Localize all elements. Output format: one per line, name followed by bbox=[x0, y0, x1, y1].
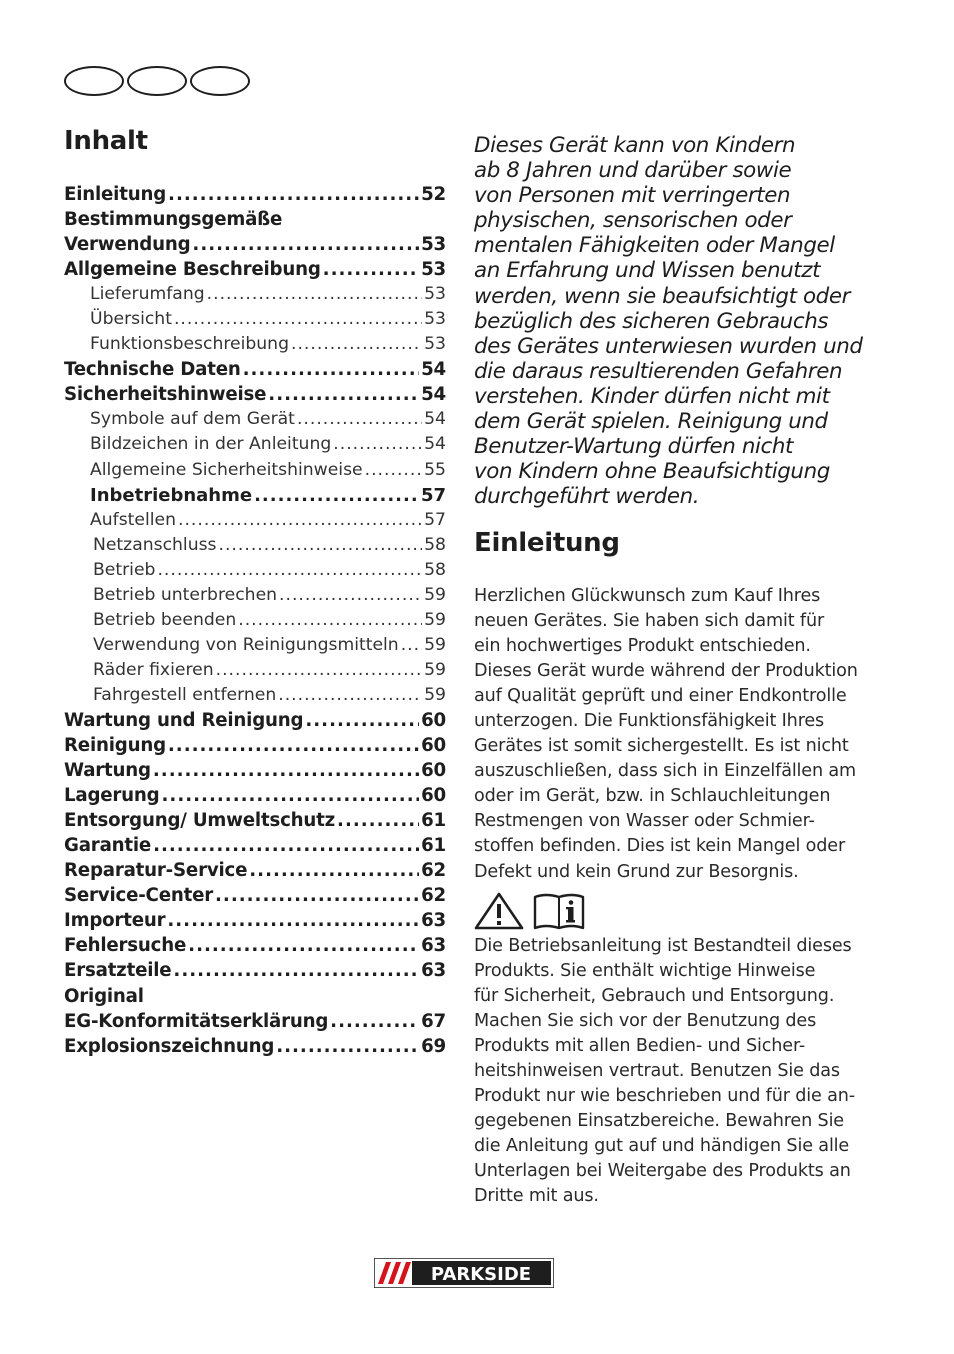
paragraph-line: gegebenen Einsatzbereiche. Bewahren Sie bbox=[474, 1111, 844, 1132]
toc-entry bbox=[64, 357, 446, 382]
toc-entry bbox=[64, 583, 446, 608]
paragraph-line: Produkt nur wie beschrieben und für die an- bbox=[474, 1086, 855, 1107]
toc-leader-dots bbox=[153, 833, 419, 858]
paragraph-line: Restmengen von Wasser oder Schmier- bbox=[474, 811, 815, 832]
toc-entry-label: Original bbox=[64, 985, 144, 1007]
toc-entry-page: 59 bbox=[424, 609, 446, 630]
toc-entry-page: 52 bbox=[421, 184, 446, 205]
toc-entry-page: 53 bbox=[421, 259, 446, 281]
toc-leader-dots bbox=[337, 808, 419, 833]
toc-entry bbox=[64, 458, 446, 483]
toc-entry-page: 59 bbox=[424, 584, 446, 605]
toc-entry-label: Räder fixieren bbox=[93, 659, 214, 680]
toc-entry-label: Ersatzteile bbox=[64, 960, 172, 982]
toc-entry bbox=[64, 533, 446, 558]
toc-leader-dots bbox=[279, 583, 422, 608]
toc-entry bbox=[64, 332, 446, 357]
toc-entry bbox=[64, 483, 446, 508]
toc-entry-page: 53 bbox=[424, 309, 446, 330]
toc-entry bbox=[64, 808, 446, 833]
toc-leader-dots bbox=[216, 658, 423, 683]
intro-line: Benutzer-Wartung dürfen nicht bbox=[474, 434, 794, 460]
toc-entry-page: 60 bbox=[421, 709, 446, 731]
language-oval-2 bbox=[127, 66, 187, 96]
hint-icons bbox=[474, 892, 594, 932]
toc-entry-page: 57 bbox=[420, 484, 446, 506]
toc-entry-label: Betrieb unterbrechen bbox=[93, 584, 278, 605]
toc-entry-label: Symbole auf dem Gerät bbox=[90, 409, 295, 430]
toc-entry bbox=[64, 432, 446, 457]
toc-entry-label: Netzanschluss bbox=[93, 534, 217, 555]
intro-line: von Personen mit verringerten bbox=[474, 183, 791, 209]
paragraph-line: neuen Gerätes. Sie haben sich damit für bbox=[474, 611, 825, 632]
paragraph-line: Gerätes ist somit sichergestellt. Es ist nicht bbox=[474, 736, 849, 757]
paragraph-line: heitshinweisen vertraut. Benutzen Sie das bbox=[474, 1061, 840, 1082]
toc-entry-page: 55 bbox=[424, 459, 446, 480]
brand-wordmark: PARKSIDE bbox=[430, 1264, 532, 1285]
toc-entry-label: Wartung bbox=[64, 760, 151, 782]
einleitung-heading: Einleitung bbox=[474, 528, 620, 558]
intro-line: mentalen Fähigkeiten oder Mangel bbox=[474, 233, 835, 259]
toc-entry bbox=[64, 307, 446, 332]
toc-leader-dots bbox=[238, 608, 422, 633]
einleitung-paragraph bbox=[474, 584, 874, 885]
toc-entry bbox=[64, 1009, 446, 1034]
toc-entry bbox=[64, 758, 446, 783]
toc-leader-dots bbox=[157, 558, 422, 583]
toc-entry-page: 61 bbox=[421, 810, 446, 832]
toc-entry-label: Allgemeine Beschreibung bbox=[64, 259, 321, 281]
toc-entry bbox=[64, 633, 446, 658]
toc-entry bbox=[64, 182, 446, 207]
toc-leader-dots bbox=[173, 958, 419, 983]
toc-entry-page: 54 bbox=[424, 409, 446, 430]
toc-entry bbox=[64, 508, 446, 533]
toc-entry-label: Service-Center bbox=[64, 885, 213, 907]
toc-heading: Inhalt bbox=[64, 126, 148, 156]
toc-entry-page: 60 bbox=[421, 760, 446, 782]
paragraph-line: auf Qualität geprüft und einer Endkontrolle bbox=[474, 686, 847, 707]
paragraph-line: Unterlagen bei Weitergabe des Produkts an bbox=[474, 1161, 851, 1182]
intro-line: bezüglich des sicheren Gebrauchs bbox=[474, 308, 829, 334]
toc-entry-page: 59 bbox=[424, 684, 446, 705]
toc-entry bbox=[64, 232, 446, 257]
paragraph-line: Produkts mit allen Bedien- und Sicher- bbox=[474, 1036, 806, 1057]
toc-leader-dots bbox=[168, 182, 419, 207]
toc-entry-page: 59 bbox=[424, 634, 446, 655]
paragraph-line: für Sicherheit, Gebrauch und Entsorgung. bbox=[474, 986, 835, 1007]
toc-leader-dots bbox=[162, 783, 420, 808]
toc-entry-label: Betrieb bbox=[93, 559, 156, 580]
toc-entry bbox=[64, 708, 446, 733]
toc-entry-label: Verwendung von Reinigungsmitteln bbox=[93, 634, 399, 655]
toc-leader-dots bbox=[178, 508, 422, 533]
toc-leader-dots bbox=[268, 382, 419, 407]
toc-leader-dots bbox=[365, 458, 423, 483]
toc-entry bbox=[64, 833, 446, 858]
toc-entry bbox=[64, 207, 446, 232]
toc-entry-label: Importeur bbox=[64, 910, 166, 932]
toc-leader-dots bbox=[174, 307, 422, 332]
toc-entry bbox=[64, 933, 446, 958]
toc-leader-dots bbox=[323, 257, 419, 282]
toc-entry-label: Sicherheitshinweise bbox=[64, 384, 267, 406]
toc-leader-dots bbox=[254, 483, 419, 508]
toc-entry-label: Entsorgung/ Umweltschutz bbox=[64, 810, 336, 832]
toc-leader-dots bbox=[305, 708, 419, 733]
toc-entry bbox=[64, 407, 446, 432]
toc-entry-page: 57 bbox=[424, 509, 446, 530]
toc-entry bbox=[64, 908, 446, 933]
toc-entry-page: 58 bbox=[424, 559, 446, 580]
toc-leader-dots bbox=[167, 908, 419, 933]
toc-leader-dots bbox=[276, 1034, 419, 1059]
manual-book-icon bbox=[532, 892, 586, 930]
toc-entry-label: Lieferumfang bbox=[90, 284, 205, 305]
toc-entry-label: Reparatur-Service bbox=[64, 860, 248, 882]
toc-entry-label: Reinigung bbox=[64, 735, 166, 757]
toc-leader-dots bbox=[168, 733, 419, 758]
intro-line: physischen, sensorischen oder bbox=[474, 208, 792, 234]
toc-entry-label: Fehlersuche bbox=[64, 935, 187, 957]
toc-entry-page: 54 bbox=[421, 384, 446, 406]
toc-entry-label: Bestimmungsgemäße bbox=[64, 209, 283, 231]
toc-entry-page: 60 bbox=[421, 735, 446, 757]
toc-entry-page: 53 bbox=[424, 334, 446, 355]
toc-entry-label: Funktionsbeschreibung bbox=[90, 334, 289, 355]
toc-entry-label: EG-Konformitätserklärung bbox=[64, 1010, 329, 1032]
toc-leader-dots bbox=[249, 858, 419, 883]
toc-entry-label: Übersicht bbox=[90, 309, 172, 330]
toc-entry-page: 58 bbox=[424, 534, 446, 555]
intro-line: die daraus resultierenden Gefahren bbox=[474, 358, 843, 384]
toc-entry-label: Wartung und Reinigung bbox=[64, 709, 304, 731]
language-oval-3 bbox=[190, 66, 250, 96]
paragraph-line: Herzlichen Glückwunsch zum Kauf Ihres bbox=[474, 586, 821, 606]
toc-entry-page: 62 bbox=[421, 860, 446, 882]
toc-entry-page: 67 bbox=[421, 1010, 446, 1032]
toc-entry-page: 59 bbox=[424, 659, 446, 680]
toc-leader-dots bbox=[153, 758, 419, 783]
toc-leader-dots bbox=[243, 357, 419, 382]
toc-entry-label: Einleitung bbox=[64, 184, 167, 205]
toc-entry-label: Fahrgestell entfernen bbox=[93, 684, 277, 705]
paragraph-line: Die Betriebsanleitung ist Bestandteil dieses bbox=[474, 936, 852, 956]
intro-line: an Erfahrung und Wissen benutzt bbox=[474, 258, 821, 284]
toc-entry-label: Betrieb beenden bbox=[93, 609, 237, 630]
toc-entry bbox=[64, 984, 446, 1009]
manual-paragraph bbox=[474, 934, 874, 1210]
toc-leader-dots bbox=[219, 533, 423, 558]
toc-entry-page: 53 bbox=[424, 284, 446, 305]
toc-entry bbox=[64, 683, 446, 708]
toc-entry-label: Verwendung bbox=[64, 234, 191, 256]
intro-line: Dieses Gerät kann von Kindern bbox=[474, 133, 796, 158]
toc-entry bbox=[64, 608, 446, 633]
toc-entry bbox=[64, 733, 446, 758]
toc-entry-page: 63 bbox=[421, 960, 446, 982]
toc-entry bbox=[64, 282, 446, 307]
paragraph-line: auszuschließen, dass sich in Einzelfällen am bbox=[474, 761, 857, 782]
toc-leader-dots bbox=[278, 683, 422, 708]
toc-entry-label: Garantie bbox=[64, 835, 152, 857]
toc-entry-page: 63 bbox=[421, 935, 446, 957]
warning-triangle-icon bbox=[474, 892, 524, 930]
toc-entry bbox=[64, 958, 446, 983]
toc-entry bbox=[64, 658, 446, 683]
toc-entry bbox=[64, 257, 446, 282]
intro-line: durchgeführt werden. bbox=[474, 484, 700, 510]
toc-leader-dots bbox=[333, 432, 422, 457]
toc-leader-dots bbox=[291, 332, 422, 357]
paragraph-line: Dieses Gerät wurde während der Produktion bbox=[474, 661, 858, 682]
toc-entry-label: Bildzeichen in der Anleitung bbox=[90, 434, 332, 455]
toc-entry-label: Lagerung bbox=[64, 785, 160, 807]
toc-entry bbox=[64, 883, 446, 908]
parkside-logo bbox=[374, 1258, 554, 1288]
toc-entry-label: Allgemeine Sicherheitshinweise bbox=[90, 459, 363, 480]
table-of-contents bbox=[64, 182, 446, 1059]
toc-leader-dots bbox=[192, 232, 419, 257]
toc-entry bbox=[64, 382, 446, 407]
intro-line: dem Gerät spielen. Reinigung und bbox=[474, 409, 828, 435]
paragraph-line: stoffen befinden. Dies ist kein Mangel oder bbox=[474, 836, 846, 857]
paragraph-line: Defekt und kein Grund zur Besorgnis. bbox=[474, 861, 799, 882]
paragraph-line: unterzogen. Die Funktionsfähigkeit Ihres bbox=[474, 711, 825, 732]
intro-line: ab 8 Jahren und darüber sowie bbox=[474, 158, 792, 184]
toc-leader-dots bbox=[297, 407, 422, 432]
toc-entry-label: Inbetriebnahme bbox=[90, 484, 253, 506]
toc-entry bbox=[64, 558, 446, 583]
paragraph-line: die Anleitung gut auf und händigen Sie alle bbox=[474, 1136, 850, 1157]
toc-entry-page: 69 bbox=[421, 1035, 446, 1057]
intro-line: von Kindern ohne Beaufsichtigung bbox=[474, 459, 830, 485]
toc-entry-page: 62 bbox=[421, 885, 446, 907]
toc-leader-dots bbox=[188, 933, 419, 958]
safety-intro-text bbox=[474, 133, 874, 509]
paragraph-line: Produkts. Sie enthält wichtige Hinweise bbox=[474, 961, 816, 982]
paragraph-line: Machen Sie sich vor der Benutzung des bbox=[474, 1011, 817, 1032]
language-ovals bbox=[64, 66, 254, 98]
toc-entry-page: 53 bbox=[421, 234, 446, 256]
intro-line: des Gerätes unterwiesen wurden und bbox=[474, 333, 863, 359]
toc-entry bbox=[64, 1034, 446, 1059]
toc-leader-dots bbox=[401, 633, 422, 658]
toc-leader-dots bbox=[215, 883, 419, 908]
toc-entry-label: Explosionszeichnung bbox=[64, 1035, 275, 1057]
toc-entry-page: 61 bbox=[421, 835, 446, 857]
toc-entry-page: 60 bbox=[421, 785, 446, 807]
toc-entry-page: 54 bbox=[421, 359, 446, 381]
paragraph-line: oder im Gerät, bzw. in Schlauchleitungen bbox=[474, 786, 831, 807]
intro-line: verstehen. Kinder dürfen nicht mit bbox=[474, 383, 830, 409]
toc-entry-page: 63 bbox=[421, 910, 446, 932]
intro-line: werden, wenn sie beaufsichtigt oder bbox=[474, 283, 851, 309]
toc-entry bbox=[64, 858, 446, 883]
toc-leader-dots bbox=[207, 282, 422, 307]
toc-entry-label: Technische Daten bbox=[64, 359, 241, 381]
toc-entry-page: 54 bbox=[424, 434, 446, 455]
toc-entry bbox=[64, 783, 446, 808]
toc-leader-dots bbox=[330, 1009, 419, 1034]
paragraph-line: ein hochwertiges Produkt entschieden. bbox=[474, 636, 811, 657]
language-oval-1 bbox=[64, 66, 124, 96]
paragraph-line: Dritte mit aus. bbox=[474, 1186, 599, 1207]
toc-entry-label: Aufstellen bbox=[90, 509, 176, 530]
